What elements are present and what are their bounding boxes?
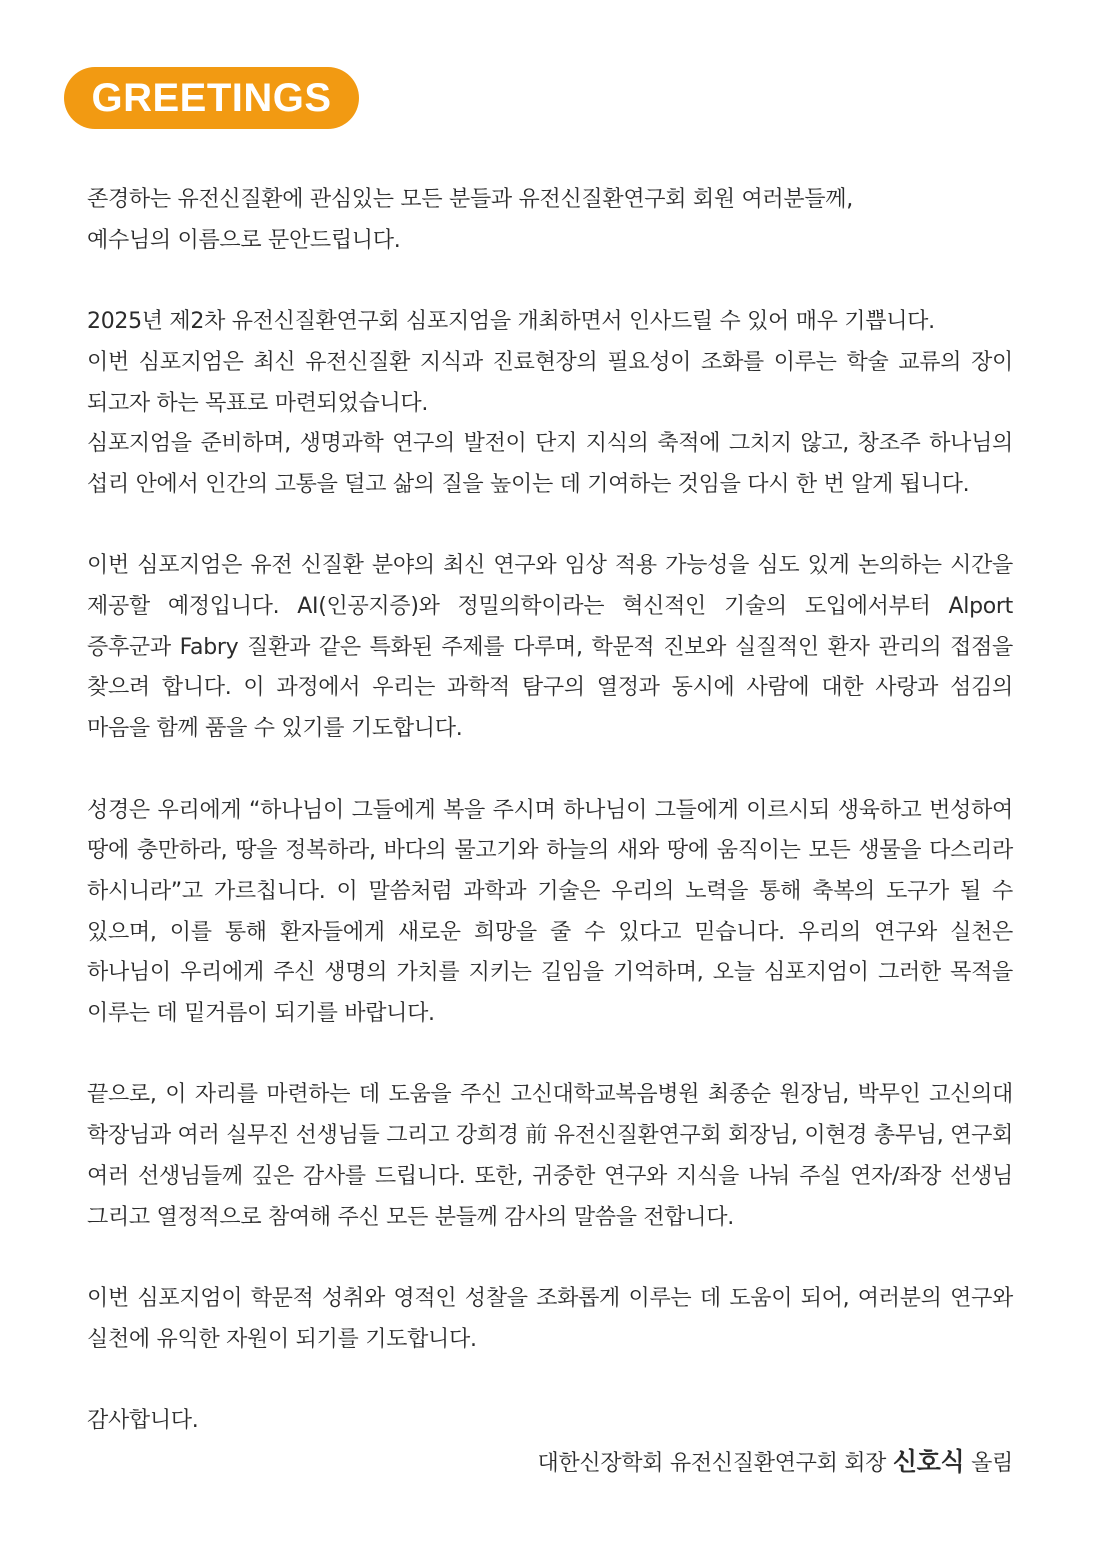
paragraph-spacer xyxy=(87,506,1013,547)
intro-preparation: 심포지엄을 준비하며, 생명과학 연구의 발전이 단지 지식의 축적에 그치지 않고, 창조주 하나님의 섭리 안에서 인간의 고통을 덜고 삶의 질을 높이는 데 기여하는 것임을 다시 한 번 알게 됩니다. xyxy=(87,431,1013,497)
greetings-badge: GREETINGS xyxy=(64,67,359,129)
paragraph-spacer xyxy=(87,750,1013,791)
acknowledgements-paragraph: 끝으로, 이 자리를 마련하는 데 도움을 주신 고신대학교복음병원 최종순 원장님, 박무인 고신의대 학장님과 여러 실무진 선생님들 그리고 강희경 前 유전신질환연구회 회장님, 이현경 총무님, 연구회 여러 선생님들께 깊은 감사를 드립니다. 또한, 귀중한 연구와 지식을 나눠 주실 연자/좌장 선생님 그리고 열정적으로 참여해 주신 모든 분들께 감사의 말씀을 전합니다. xyxy=(87,1082,1013,1230)
symposium-overview-paragraph: 이번 심포지엄은 유전 신질환 분야의 최신 연구와 임상 적용 가능성을 심도 있게 논의하는 시간을 제공할 예정입니다. AI(인공지증)와 정밀의학이라는 혁신적인 기술의 도입에서부터 Alport 증후군과 Fabry 질환과 같은 특화된 주제를 다루며, 학문적 진보와 실질적인 환자 관리의 접점을 찾으려 합니다. 이 과정에서 우리는 과학적 탐구의 열정과 동시에 사람에 대한 사랑과 섬김의 마음을 함께 품을 수 있기를 기도합니다. xyxy=(87,553,1013,742)
signature-affiliation: 대한신장학회 유전신질환연구회 회장 xyxy=(537,1451,887,1476)
signature-suffix: 올림 xyxy=(971,1451,1013,1476)
paragraph-spacer xyxy=(87,261,1013,302)
signature-line xyxy=(538,1442,1014,1484)
paragraph-spacer xyxy=(87,1360,1013,1401)
wishes-paragraph: 이번 심포지엄이 학문적 성취와 영적인 성찰을 조화롭게 이루는 데 도움이 되어, 여러분의 연구와 실천에 유익한 자원이 되기를 기도합니다. xyxy=(87,1285,1013,1352)
scripture-paragraph: 성경은 우리에게 “하나님이 그들에게 복을 주시며 하나님이 그들에게 이르시되 생육하고 번성하여 땅에 충만하라, 땅을 정복하라, 바다의 물고기와 하늘의 새와 땅에 움직이는 모든 생물을 다스리라 하시니라”고 가르칩니다. 이 말씀처럼 과학과 기술은 우리의 노력을 통해 축복의 도구가 될 수 있으며, 이를 통해 환자들에게 새로운 희망을 줄 수 있다고 믿습니다. 우리의 연구와 실천은 하나님이 우리에게 주신 생명의 가치를 지키는 길임을 기억하며, 오늘 심포지엄이 그러한 목적을 이루는 데 밑거름이 되기를 바랍니다. xyxy=(87,797,1013,1027)
intro-sentence: 2025년 제2차 유전신질환연구회 심포지엄을 개최하면서 인사드릴 수 있어 매우 기쁩니다. xyxy=(87,309,935,335)
intro-purpose: 이번 심포지엄은 최신 유전신질환 지식과 진료현장의 필요성이 조화를 이루는 학술 교류의 장이 되고자 하는 목표로 마련되었습니다. xyxy=(87,349,1013,416)
salutation-line-2: 예수님의 이름으로 문안드립니다. xyxy=(87,227,401,253)
closing-thanks: 감사합니다. xyxy=(87,1408,199,1433)
paragraph-spacer xyxy=(87,1238,1013,1279)
signature-name: 신호식 xyxy=(892,1447,965,1476)
paragraph-spacer xyxy=(87,1035,1013,1076)
greeting-letter xyxy=(87,180,1013,1442)
salutation-line-1: 존경하는 유전신질환에 관심있는 모든 분들과 유전신질환연구회 회원 여러분들께, xyxy=(87,187,853,212)
